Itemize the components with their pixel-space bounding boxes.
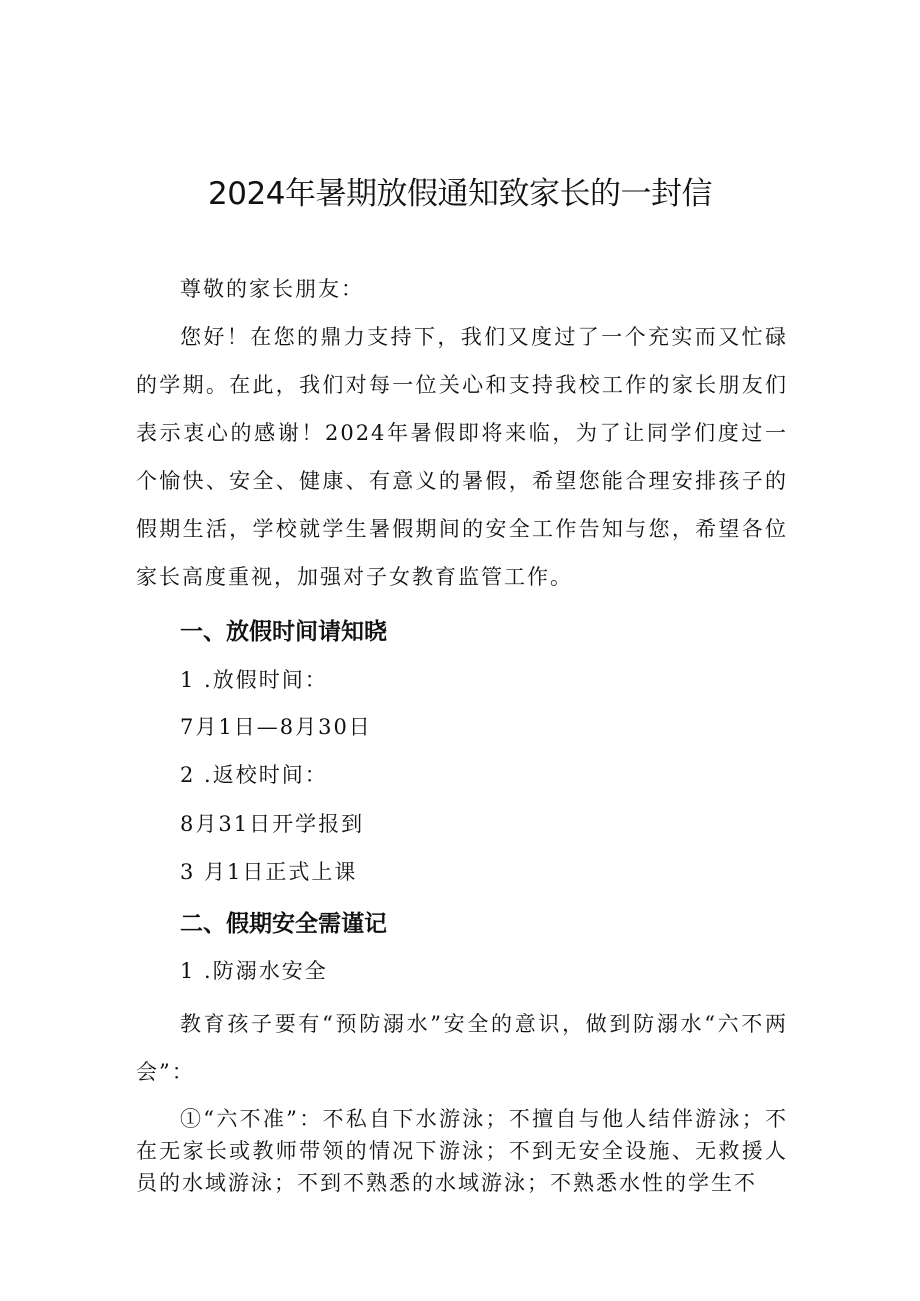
intro-paragraph: 您好！在您的鼎力支持下，我们又度过了一个充实而又忙碌的学期。在此，我们对每一位关心和支持我校工作的家长朋友们表示衷心的感谢！2024年暑假即将来临，为了让同学们度过一个愉快、安全、健康、有意义的暑假，希望您能合理安排孩子的假期生活，学校就学生暑假期间的安全工作告知与您，希望各位家长高度重视，加强对子女教育监管工作。 [136,325,788,589]
class-start-date: 3 月1日正式上课 [180,860,358,884]
section-2-heading: 二、假期安全需谨记 [180,911,387,937]
return-registration-date: 8月31日开学报到 [180,812,365,836]
drowning-safety-label: 1 .防溺水安全 [180,959,328,983]
return-time-label: 2 .返校时间： [180,763,328,787]
document-title: 2024年暑期放假通知致家长的一封信 [208,176,712,212]
vacation-time-label: 1 .放假时间： [180,668,328,692]
section-1-heading: 一、放假时间请知晓 [180,619,387,645]
six-rules-paragraph: ①“六不准”：不私自下水游泳；不擅自与他人结伴游泳；不在无家长或教师带领的情况下游泳；不到无安全设施、无救援人员的水域游泳；不到不熟悉的水域游泳；不熟悉水性的学生不 [136,1107,788,1195]
drowning-prevention-paragraph: 教育孩子要有“预防溺水”安全的意识，做到防溺水“六不两会”： [136,1012,788,1084]
salutation: 尊敬的家长朋友： [180,277,364,301]
vacation-time-value: 7月1日—8月30日 [180,715,372,739]
